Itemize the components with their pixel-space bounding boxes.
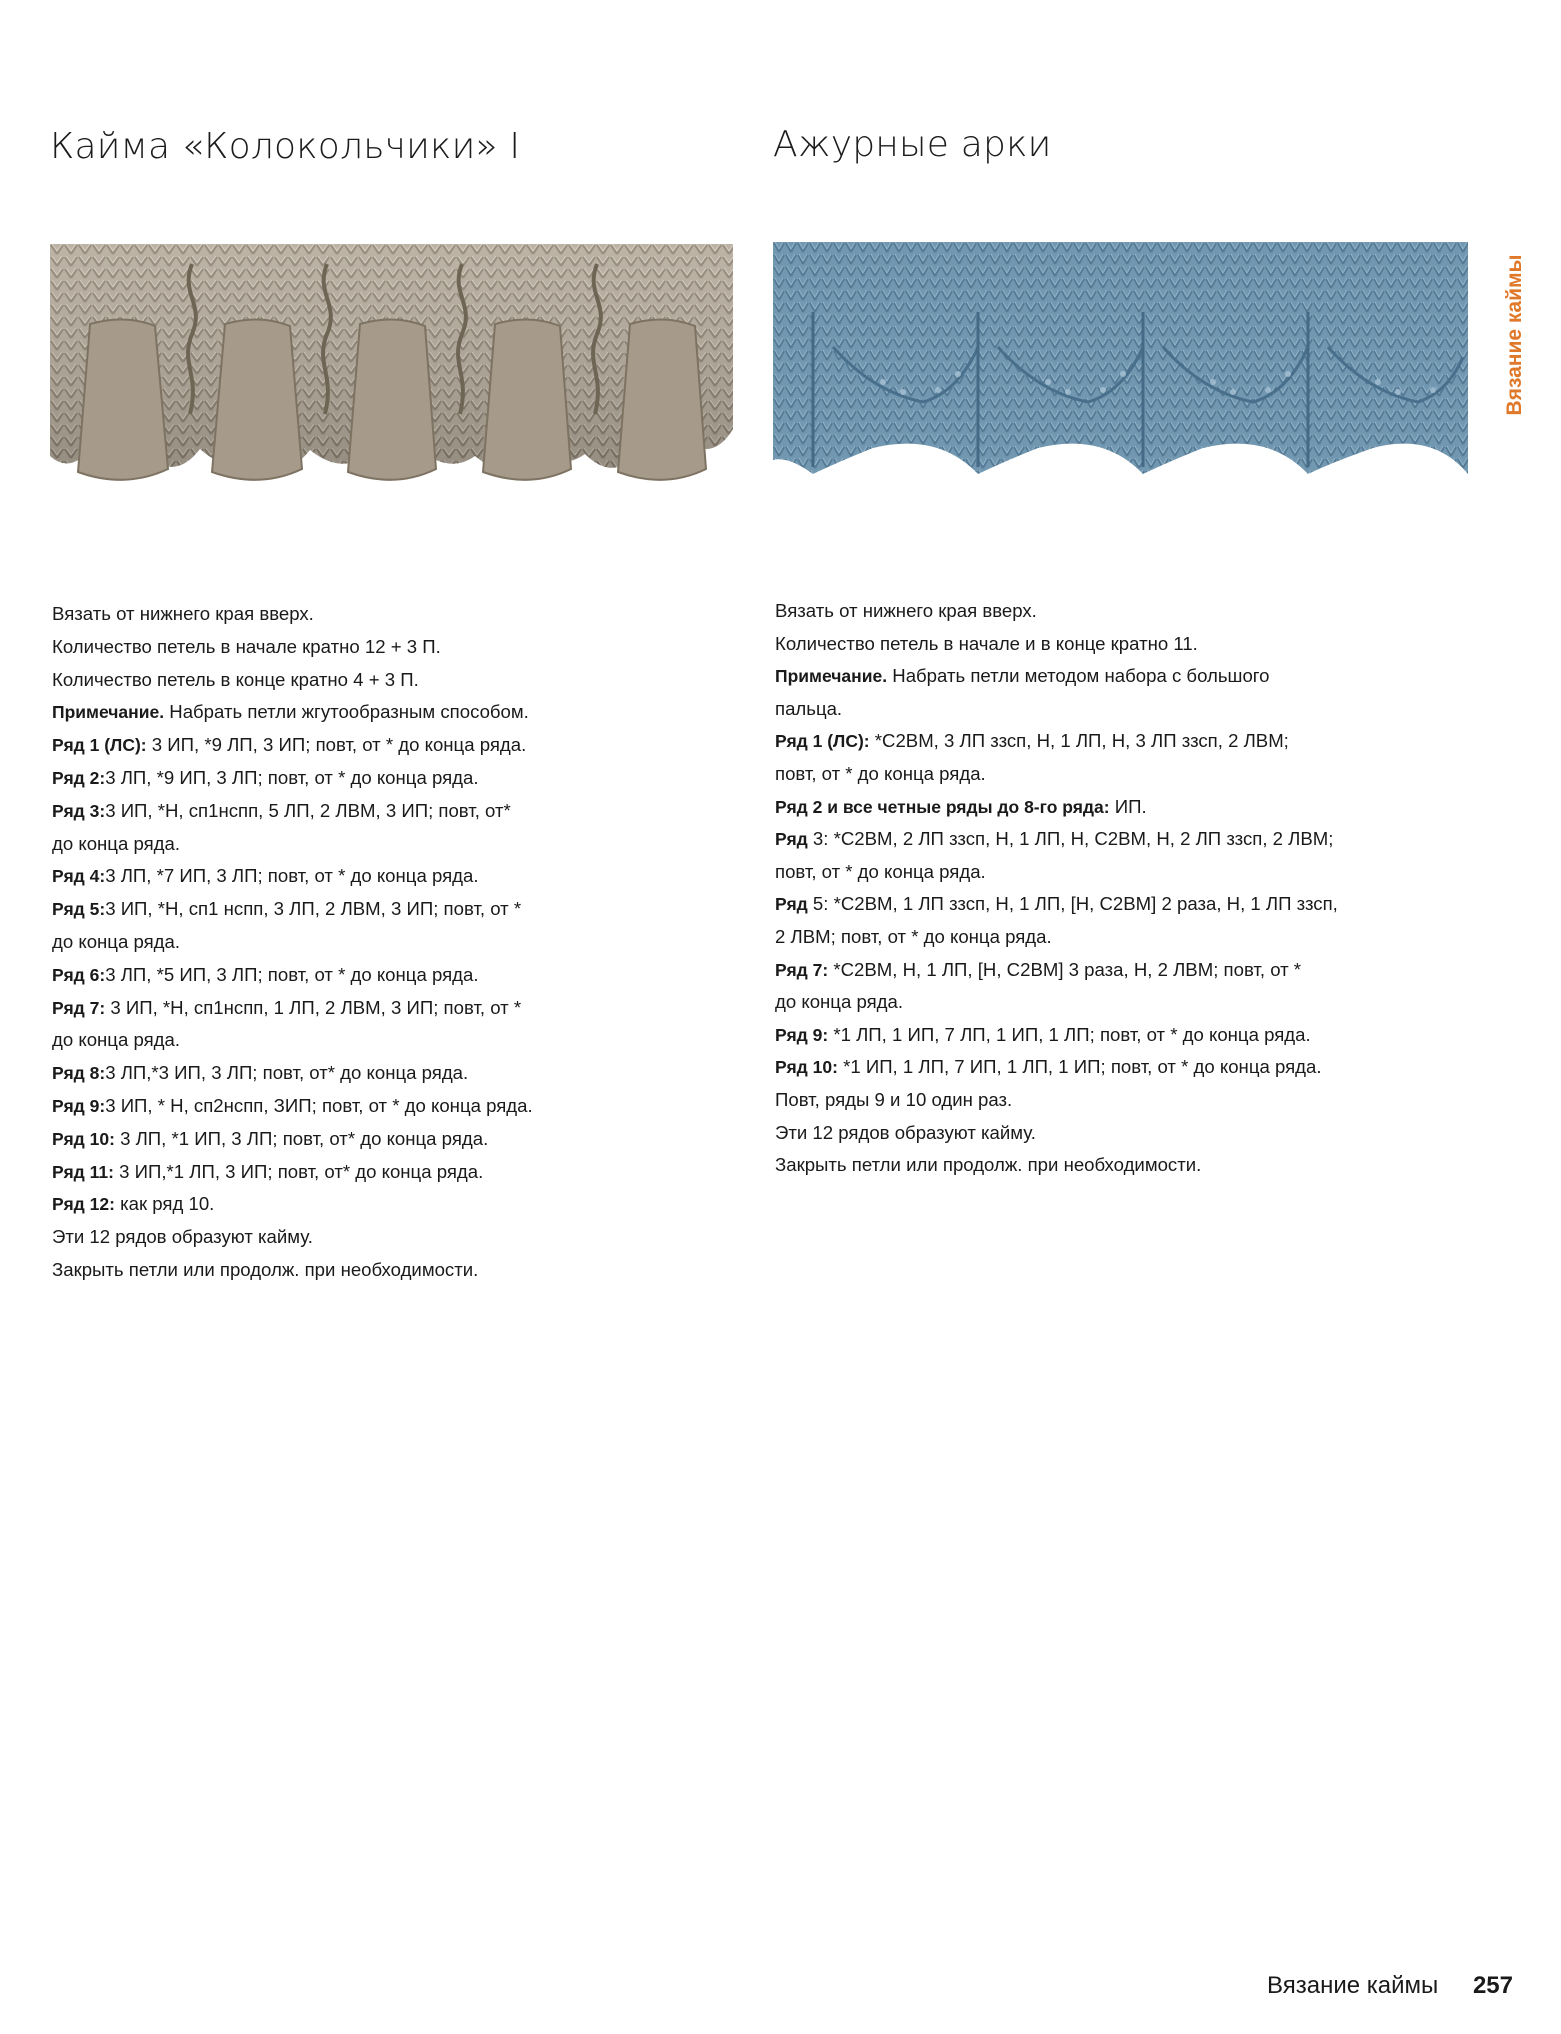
instruction-line: Закрыть петли или продолж. при необходимости. [52,1258,479,1280]
page-number: 257 [1472,1972,1513,1999]
instruction-line: повт, от * до конца ряда. [775,762,986,784]
section-side-tab [1500,240,1530,430]
instruction-line: Вязать от нижнего края вверх. [775,600,1037,621]
instruction-line: Ряд 3:3 ИП, *Н, сп1нспп, 5 ЛП, 2 ЛВМ, 3 ИП; повт, от* [52,799,511,821]
instruction-line: до конца ряда. [52,1029,181,1051]
instruction-line: Ряд 3: *С2ВМ, 2 ЛП ззсп, Н, 1 ЛП, Н, С2ВМ, Н, 2 ЛП ззсп, 2 ЛВМ; [775,828,1334,850]
instruction-line: до конца ряда. [52,832,181,854]
instruction-line: Ряд 5: *С2ВМ, 1 ЛП ззсп, Н, 1 ЛП, [Н, С2ВМ] 2 раза, Н, 1 ЛП ззсп, [775,893,1338,915]
left-instructions [52,598,533,1287]
instruction-line: Ряд 5:3 ИП, *Н, сп1 нспп, 3 ЛП, 2 ЛВМ, 3 ИП; повт, от * [52,898,522,920]
page-footer [1267,1972,1513,2000]
bell-edging-photo [50,244,733,504]
side-tab-label: Вязание каймы [1503,254,1526,416]
instruction-line: Примечание. Набрать петли жгутообразным способом. [52,701,529,723]
instruction-line: Ряд 1 (ЛС): *С2ВМ, 3 ЛП ззсп, Н, 1 ЛП, Н, 3 ЛП ззсп, 2 ЛВМ; [775,730,1289,752]
instruction-line: Ряд 9: *1 ЛП, 1 ИП, 7 ЛП, 1 ИП, 1 ЛП; повт, от * до конца ряда. [775,1023,1311,1045]
instruction-line: Ряд 6:3 ЛП, *5 ИП, 3 ЛП; повт, от * до конца ряда. [52,963,479,985]
instruction-line: Ряд 2:3 ЛП, *9 ИП, 3 ЛП; повт, от * до конца ряда. [52,766,479,788]
instruction-line: Ряд 11: 3 ИП,*1 ЛП, 3 ИП; повт, от* до конца ряда. [52,1160,484,1182]
instruction-line: Ряд 7: *С2ВМ, Н, 1 ЛП, [Н, С2ВМ] 3 раза, Н, 2 ЛВМ; повт, от * [775,958,1302,980]
instruction-line: до конца ряда. [775,991,904,1013]
instruction-line: Вязать от нижнего края вверх. [52,603,314,624]
instruction-line: Количество петель в начале и в конце кратно 11. [775,632,1198,654]
instruction-line: Примечание. Набрать петли методом набора с большого [775,665,1270,687]
instruction-line: повт, от * до конца ряда. [775,860,986,882]
instruction-line: Ряд 10: *1 ИП, 1 ЛП, 7 ИП, 1 ЛП, 1 ИП; повт, от * до конца ряда. [775,1056,1322,1078]
instruction-line: Ряд 12: как ряд 10. [52,1193,215,1215]
lace-arches-photo [773,242,1468,500]
instruction-line: Ряд 1 (ЛС): 3 ИП, *9 ЛП, 3 ИП; повт, от * до конца ряда. [52,734,527,756]
instruction-line: Эти 12 рядов образуют кайму. [775,1121,1036,1143]
instruction-line: пальца. [775,697,843,719]
instruction-line: Ряд 7: 3 ИП, *Н, сп1нспп, 1 ЛП, 2 ЛВМ, 3 ИП; повт, от * [52,996,522,1018]
instruction-line: Ряд 4:3 ЛП, *7 ИП, 3 ЛП; повт, от * до конца ряда. [52,865,479,887]
instruction-line: 2 ЛВМ; повт, от * до конца ряда. [775,925,1052,947]
right-title: Ажурные арки [773,124,1052,165]
right-instructions [775,595,1338,1182]
footer-section-name: Вязание каймы [1266,1972,1439,1999]
instruction-line: Количество петель в конце кратно 4 + 3 П. [52,668,419,690]
instruction-line: Закрыть петли или продолж. при необходимости. [775,1154,1202,1176]
instruction-line: Количество петель в начале кратно 12 + 3 П. [52,635,441,657]
left-title: Кайма «Колокольчики» I [50,126,521,167]
instruction-line: Ряд 2 и все четные ряды до 8-го ряда: ИП. [775,795,1147,817]
instruction-line: Эти 12 рядов образуют кайму. [52,1226,313,1248]
instruction-line: Ряд 8:3 ЛП,*3 ИП, 3 ЛП; повт, от* до конца ряда. [52,1062,469,1084]
instruction-line: Ряд 10: 3 ЛП, *1 ИП, 3 ЛП; повт, от* до конца ряда. [52,1127,489,1149]
instruction-line: до конца ряда. [52,930,181,952]
instruction-line: Повт, ряды 9 и 10 один раз. [775,1088,1013,1110]
instruction-line: Ряд 9:3 ИП, * Н, сп2нспп, ЗИП; повт, от * до конца ряда. [52,1094,533,1116]
